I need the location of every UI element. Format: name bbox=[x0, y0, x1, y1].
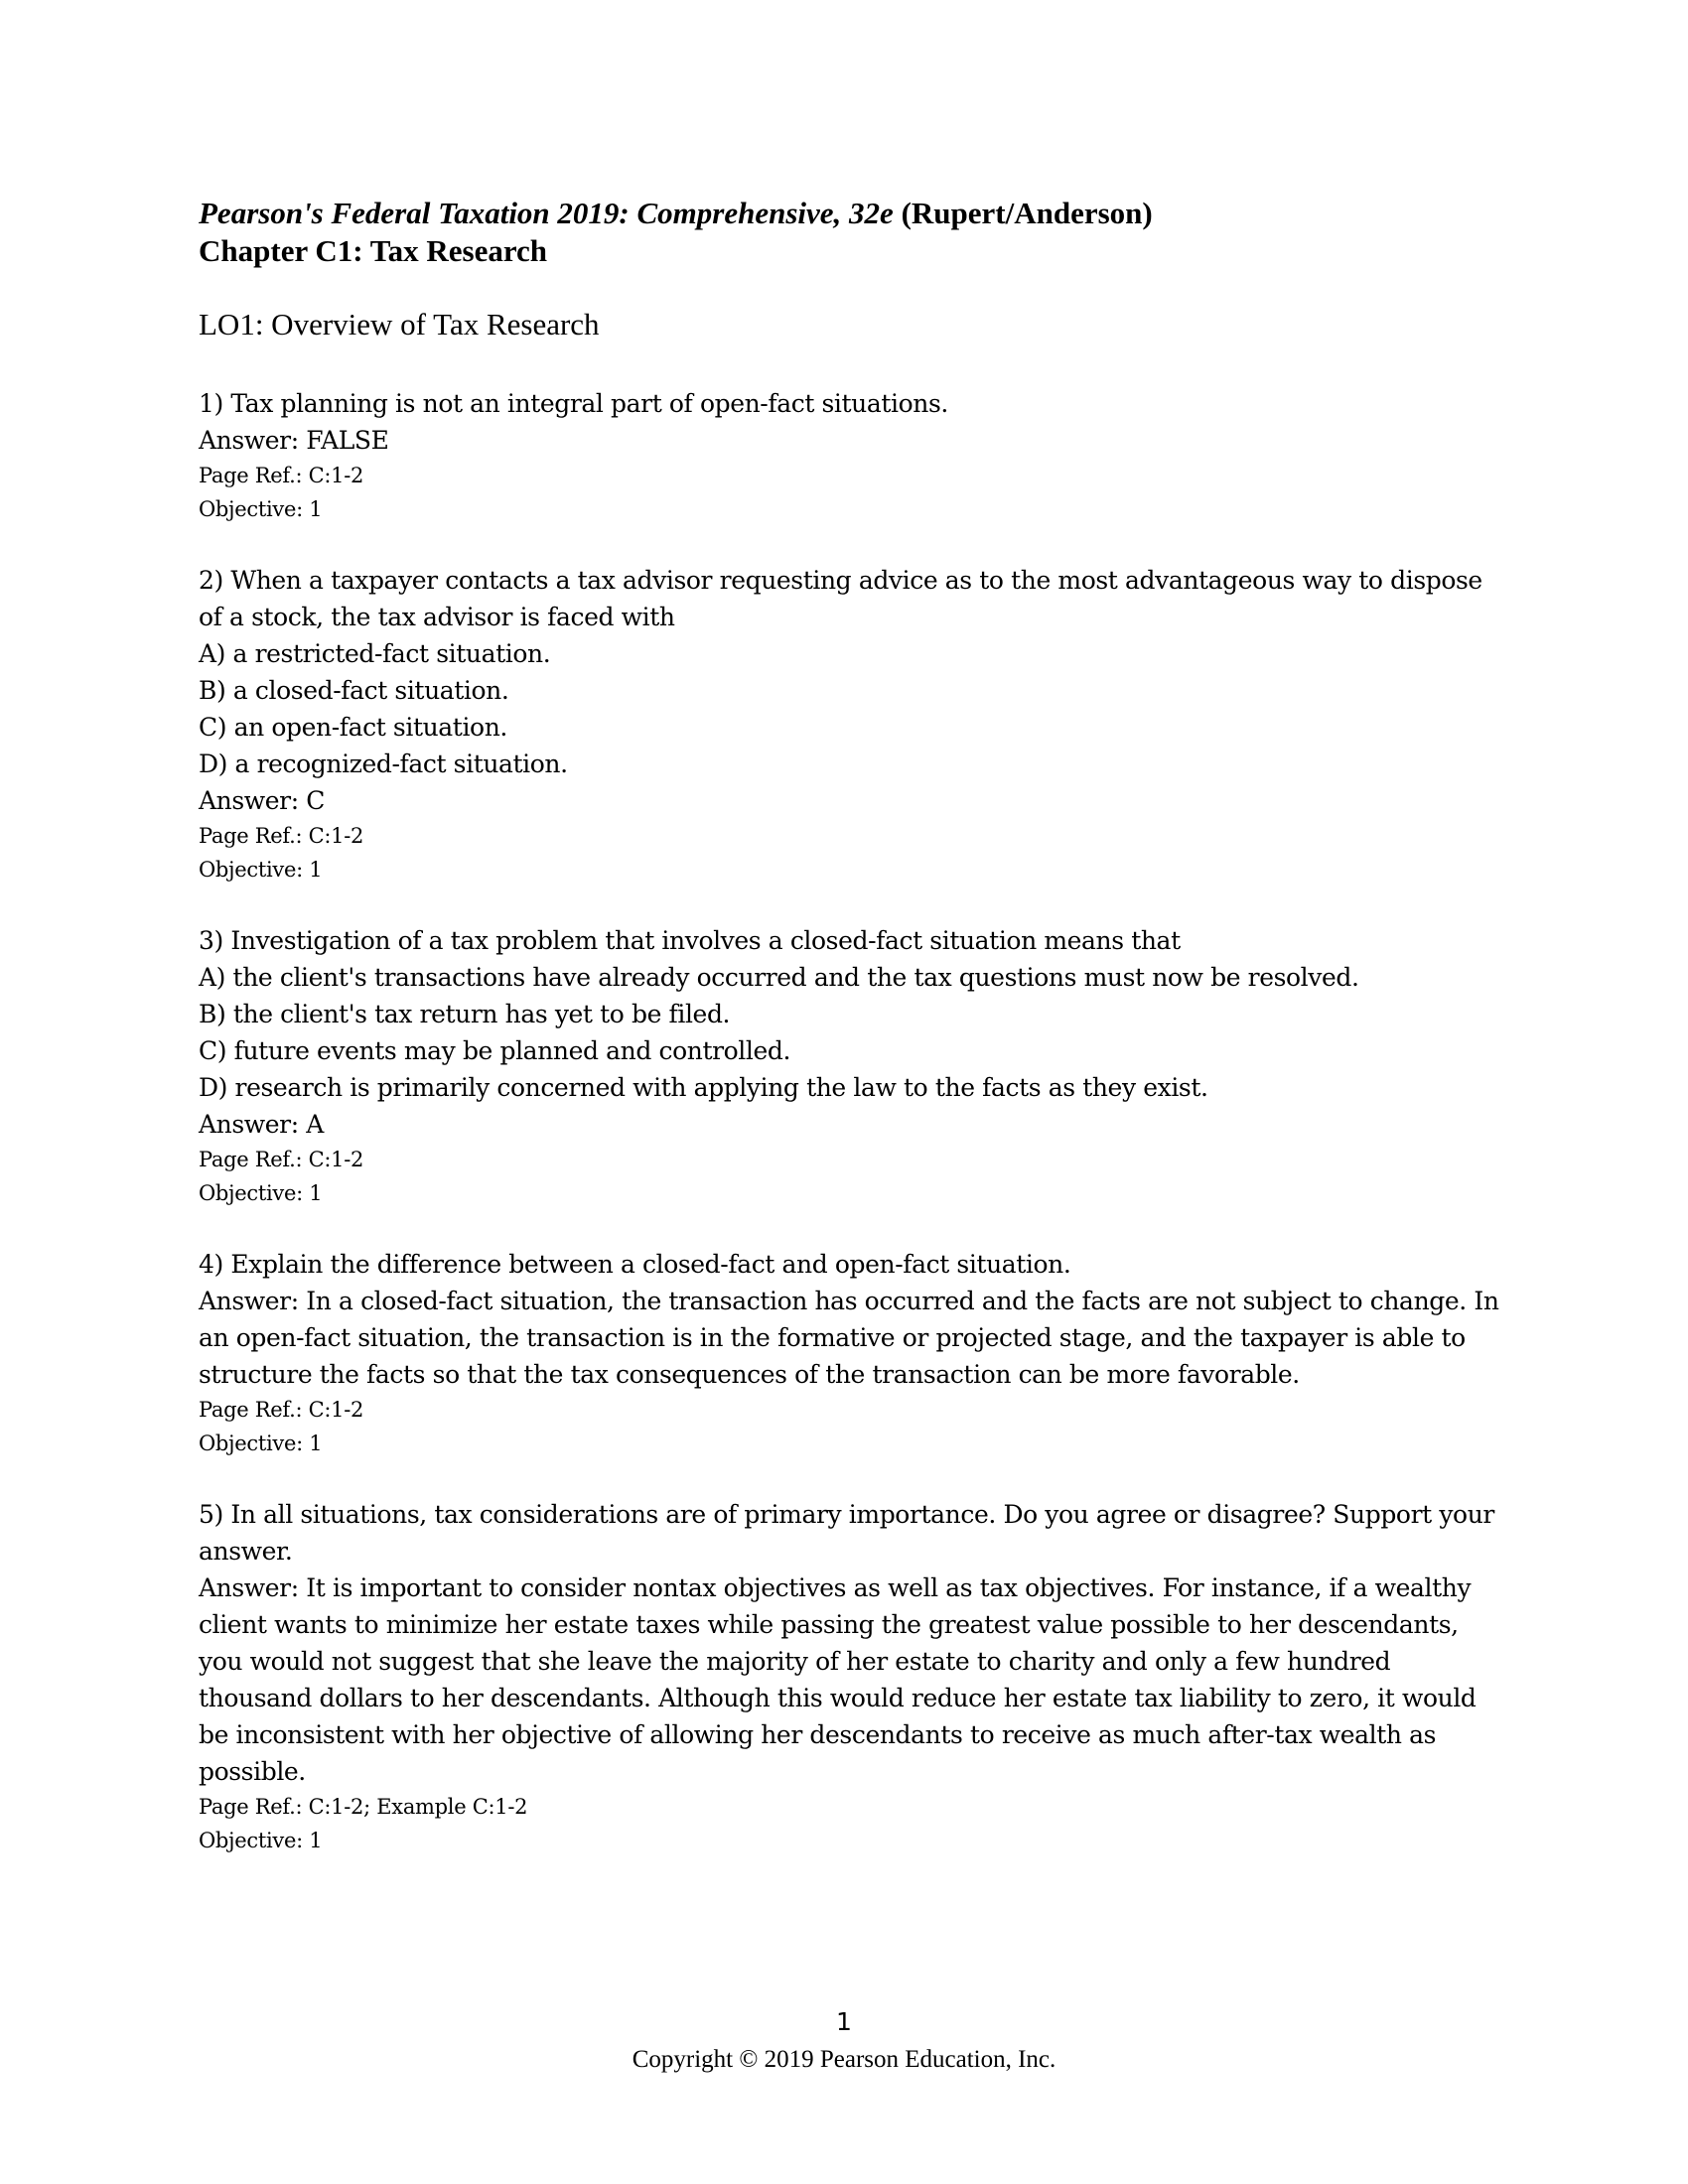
objective: Objective: 1 bbox=[199, 858, 323, 882]
question-text: 4) Explain the difference between a closed-fact and open-fact situation. bbox=[199, 1250, 1071, 1279]
objective: Objective: 1 bbox=[199, 1181, 323, 1205]
answer: Answer: In a closed-fact situation, the transaction has occurred and the facts are not subject to change. In an open-fact situation, the transaction is in the formative or projected stage, and the taxpayer is able to structure the facts so that the tax consequences of the transaction can be more favorable. bbox=[199, 1287, 1499, 1389]
page-ref: Page Ref.: C:1-2 bbox=[199, 824, 364, 848]
question-5 bbox=[199, 1496, 1499, 1857]
page-ref: Page Ref.: C:1-2 bbox=[199, 1148, 364, 1171]
book-authors: (Rupert/Anderson) bbox=[901, 196, 1153, 230]
option-c: C) an open-fact situation. bbox=[199, 713, 507, 742]
page-ref: Page Ref.: C:1-2; Example C:1-2 bbox=[199, 1795, 528, 1819]
question-2 bbox=[199, 562, 1499, 887]
objective: Objective: 1 bbox=[199, 497, 323, 521]
objective: Objective: 1 bbox=[199, 1432, 323, 1455]
option-a: A) a restricted-fact situation. bbox=[199, 639, 551, 668]
option-b: B) the client's tax return has yet to be filed. bbox=[199, 1000, 731, 1028]
book-title-line bbox=[199, 195, 1499, 232]
answer: Answer: C bbox=[199, 786, 326, 815]
chapter-title: Chapter C1: Tax Research bbox=[199, 233, 548, 268]
answer: Answer: FALSE bbox=[199, 426, 389, 455]
question-3 bbox=[199, 922, 1499, 1210]
book-title: Pearson's Federal Taxation 2019: Comprehensive, 32e bbox=[199, 196, 894, 230]
question-text: 5) In all situations, tax considerations are of primary importance. Do you agree or disagree? Support your answer. bbox=[199, 1500, 1494, 1566]
page-ref: Page Ref.: C:1-2 bbox=[199, 464, 364, 487]
objective: Objective: 1 bbox=[199, 1829, 323, 1852]
section-heading: LO1: Overview of Tax Research bbox=[199, 307, 600, 341]
option-b: B) a closed-fact situation. bbox=[199, 676, 509, 705]
option-d: D) research is primarily concerned with applying the law to the facts as they exist. bbox=[199, 1073, 1208, 1102]
option-a: A) the client's transactions have already occurred and the tax questions must now be resolved. bbox=[199, 963, 1359, 992]
answer: Answer: A bbox=[199, 1110, 324, 1139]
option-c: C) future events may be planned and controlled. bbox=[199, 1036, 791, 1065]
option-d: D) a recognized-fact situation. bbox=[199, 750, 568, 778]
question-4 bbox=[199, 1246, 1499, 1460]
answer: Answer: It is important to consider nontax objectives as well as tax objectives. For instance, if a wealthy client wants to minimize her estate taxes while passing the greatest value possible to her descendants, you would not suggest that she leave the majority of her estate to charity and only a few hundred thousand dollars to her descendants. Although this would reduce her estate tax liability to zero, it would be inconsistent with her objective of allowing her descendants to receive as much after-tax wealth as possible. bbox=[199, 1573, 1477, 1786]
page-ref: Page Ref.: C:1-2 bbox=[199, 1398, 364, 1422]
question-text: 3) Investigation of a tax problem that involves a closed-fact situation means that bbox=[199, 926, 1181, 955]
question-text: 2) When a taxpayer contacts a tax advisor requesting advice as to the most advantageous way to dispose of a stock, the tax advisor is faced with bbox=[199, 566, 1482, 631]
question-1 bbox=[199, 385, 1499, 526]
copyright-notice: Copyright © 2019 Pearson Education, Inc. bbox=[632, 2046, 1056, 2073]
document-page bbox=[199, 195, 1499, 1893]
page-number: 1 bbox=[836, 2007, 852, 2036]
question-text: 1) Tax planning is not an integral part of open-fact situations. bbox=[199, 389, 948, 418]
